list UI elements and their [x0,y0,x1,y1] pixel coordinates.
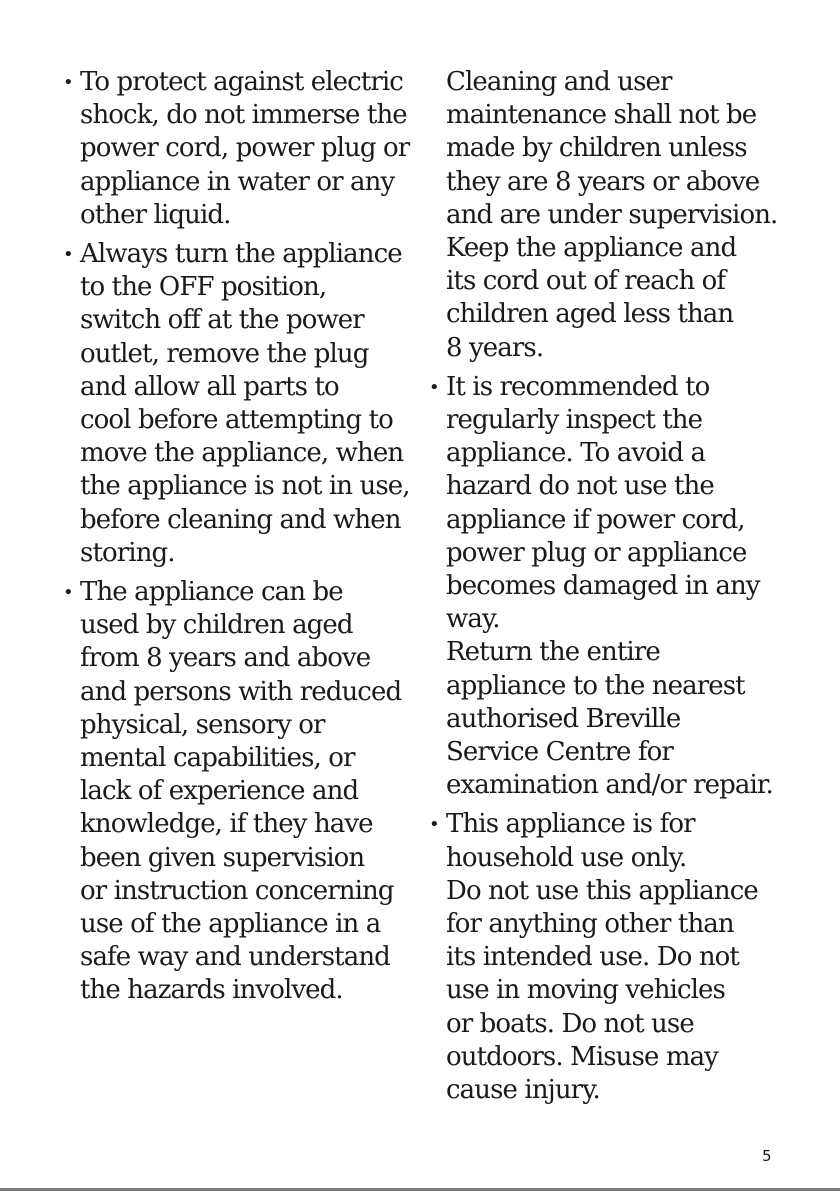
text-line: switch off at the power [80,305,364,336]
text-line: been given supervision [80,842,365,873]
text-line: the appliance is not in use, [80,471,410,502]
text-line: and are under supervision. [446,199,778,230]
text-line: or instruction concerning [80,875,394,906]
text-line: appliance if power cord, [446,504,745,535]
text-line: household use only. [446,842,687,873]
text-line: Keep the appliance and [446,233,737,264]
text-line: move the appliance, when [80,438,404,469]
text-line: • The appliance can be [80,577,343,608]
text-line: its cord out of reach of [446,266,726,297]
right-column-item-1 [426,66,786,365]
text-line: power plug or appliance [446,537,747,568]
text-line: appliance. To avoid a [446,438,706,469]
text-line: before cleaning and when [80,504,401,535]
text-line: they are 8 years or above [446,166,760,197]
text-line: Service Centre for [446,737,673,768]
text-line: to the OFF position, [80,272,327,303]
text-line: and persons with reduced [80,676,402,707]
text-line: outdoors. Misuse may [446,1041,718,1072]
text-line: power cord, power plug or [80,133,410,164]
text-line: becomes damaged in any [446,571,760,602]
text-line: mental capabilities, or [80,743,355,774]
text-line: regularly inspect the [446,405,703,436]
text-line: Do not use this appliance [446,875,758,906]
text-line: • This appliance is for [446,809,695,840]
text-line: its intended use. Do not [446,942,739,973]
text-line: cause injury. [446,1075,600,1106]
text-line: shock, do not immerse the [80,100,407,131]
text-line: outlet, remove the plug [80,338,369,369]
text-line: examination and/or repair. [446,770,773,801]
left-column-item-3 [60,576,420,1008]
left-text-column [60,66,420,1008]
text-line: safe way and understand [80,942,390,973]
text-line: lack of experience and [80,776,359,807]
text-line: from 8 years and above [80,643,371,674]
text-line: storing. [80,537,175,568]
left-column-item-2 [60,238,420,570]
text-line: cool before attempting to [80,405,393,436]
text-line: appliance to the nearest [446,670,745,701]
text-line: 8 years. [446,332,544,363]
text-line: Return the entire [446,637,660,668]
page-number: 5 [762,1147,772,1165]
right-column-item-2 [426,371,786,803]
text-line: maintenance shall not be [446,100,757,131]
right-column-item-3 [426,808,786,1107]
text-line: • To protect against electric [80,67,403,97]
text-line: physical, sensory or [80,709,325,740]
bottom-page-rule [0,1188,840,1191]
text-line: hazard do not use the [446,471,714,502]
text-line: • Always turn the appliance [80,239,402,270]
text-line: authorised Breville [446,703,681,734]
right-text-column [426,66,786,1107]
text-line: appliance in water or any [80,166,395,197]
text-line: made by children unless [446,133,747,164]
text-line: use in moving vehicles [446,975,725,1006]
left-column-item-1 [60,66,420,232]
text-line: used by children aged [80,610,353,641]
text-line: other liquid. [80,199,231,230]
text-line: way. [446,604,500,635]
text-line: or boats. Do not use [446,1008,694,1039]
text-line: use of the appliance in a [80,909,381,940]
text-line: for anything other than [446,909,734,940]
text-line: Cleaning and user [446,67,672,97]
text-line: and allow all parts to [80,371,339,402]
text-line: • It is recommended to [446,371,710,402]
text-line: knowledge, if they have [80,809,373,840]
text-line: the hazards involved. [80,975,343,1006]
text-line: children aged less than [446,299,734,330]
